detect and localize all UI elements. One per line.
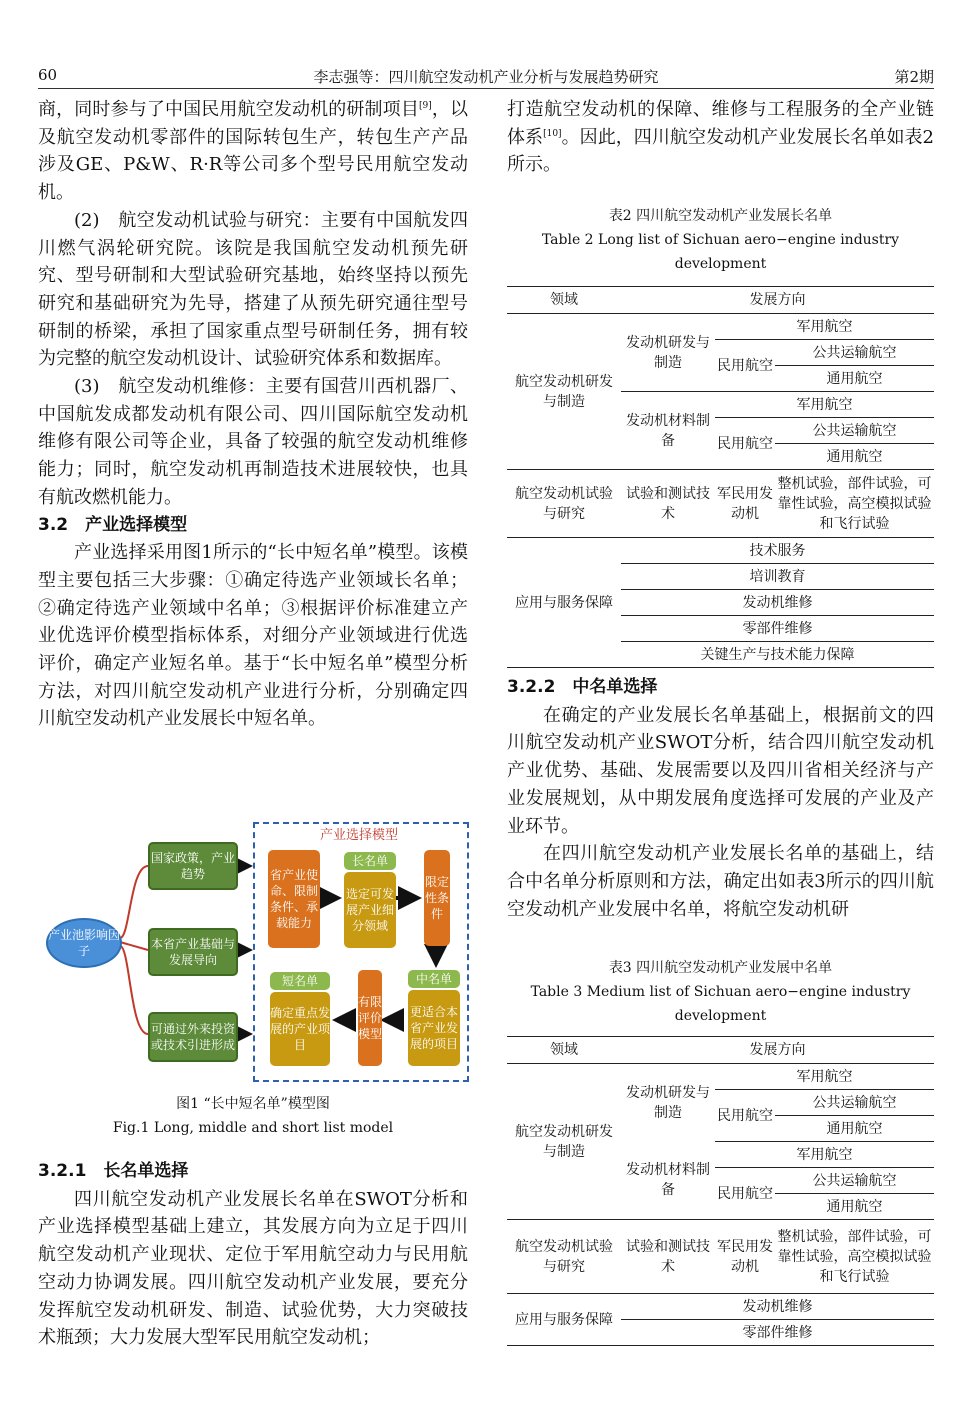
right-column (507, 96, 934, 179)
issue-number: 第2期 (894, 68, 934, 86)
qualifier-box: 限定性条件 (424, 850, 450, 946)
citation[interactable]: [9] (418, 101, 432, 111)
table-caption: 表2 四川航空发动机产业发展长名单 Table 2 Long list of Sichuan aero−engine industry development (541, 208, 900, 272)
running-title: 李志强等：四川航空发动机产业分析与发展趋势研究 (313, 68, 659, 86)
paragraph: 产业选择采用图1所示的“长中短名单”模型。该模型主要包括三大步骤：①确定待选产业领域长名单；②确定待选产业领域中名单；③根据评价标准建立产业优选评价模型指标体系，对细分产业领域进行优选评价，确定产业短名单。基于“长中短名单”模型分析方法，对四川航空发动机产业进行分析，分别确定四川航空发动机产业发展长中短名单。 (38, 542, 468, 730)
right-column-middle (507, 674, 934, 923)
page-number: 60 (38, 66, 58, 84)
citation[interactable]: [10] (543, 128, 562, 139)
section-heading: 3.2.2 中名单选择 (507, 677, 658, 697)
table-2: 表2 四川航空发动机产业发展长名单 Table 2 Long list of Sichuan aero−engine industry development 领域 发展方向 航空发动机研发与制造 发动机研发与制造 军用航空 民用航空 公共运输航空 通用航空 发动机材料制备 军用航空 民用航空 公共运输航空 通用航空 航空发动机试验与研究 试验和测试技术 军民用发动机 整机试验，部件试验，可靠性试验，高空模拟试验和飞行试验 应用与服务保障 技术服务 培训教育 发动机维修 零部件维修 关键生产与技术能力保障 (507, 204, 934, 668)
middle-list-tag: 中名单 (408, 970, 460, 988)
long-list-tag: 长名单 (344, 852, 396, 870)
section-heading: 3.2 产业选择模型 (38, 514, 188, 535)
figure-caption: 图1 “长中短名单”模型图 Fig.1 Long, middle and short list model (112, 1096, 394, 1136)
short-list-tag: 短名单 (270, 972, 330, 990)
header-rule (38, 88, 934, 89)
figure-1 (38, 820, 468, 1082)
figure-title: 产业选择模型 (319, 828, 398, 843)
left-column (38, 96, 468, 733)
paragraph: 打造航空发动机的保障、维修与工程服务的全产业链体系[10]。因此，四川航空发动机产业发展长名单如表2所示。 (507, 99, 934, 176)
middle-list-box: 更适合本省产业发展的项目 (408, 990, 460, 1066)
page-header (38, 62, 934, 88)
paragraph: 在确定的产业发展长名单基础上，根据前文的四川航空发动机产业SWOT分析，结合四川航空发动机产业优势、基础、发展需要以及四川省相关经济与产业发展规划，从中期发展角度选择可发展的产业及产业环节。 (507, 704, 934, 837)
mission-box: 省产业使命、限制条件、承载能力 (268, 850, 320, 948)
input-box: 可通过外来投资或技术引进形成 (148, 1012, 238, 1062)
input-box: 本省产业基础与发展导向 (148, 928, 238, 976)
paragraph: 在四川航空发动机产业发展长名单的基础上，结合中名单分析原则和方法，确定出如表3所示的四川航空发动机产业发展中名单，将航空发动机研 (507, 843, 934, 920)
paragraph: 四川航空发动机产业发展长名单在SWOT分析和产业选择模型基础上建立，其发展方向为立足于四川航空发动机产业现状、定位于军用航空动力与民用航空动力协调发展。四川航空发动机产业发展，要充分发挥航空发动机研发、制造、试验优势，大力突破技术瓶颈；大力发展大型军民用航空发动机； (38, 1188, 468, 1349)
paragraph: (2) 航空发动机试验与研究：主要有中国航发四川燃气涡轮研究院。该院是我国航空发动机预先研究、型号研制和大型试验研究基地，始终坚持以预先研究和基础研究为先导，搭建了从预先研究通往型号研制的桥梁，承担了国家重点型号研制任务，拥有较为完整的航空发动机设计、试验研究体系和数据库。 (38, 209, 468, 370)
evaluation-box: 有限评价模型 (358, 970, 382, 1066)
long-list-box: 选定可发展产业细分领域 (344, 872, 396, 948)
table-caption: 表3 四川航空发动机产业发展中名单 Table 3 Medium list of Sichuan aero−engine industry development (530, 960, 911, 1024)
factor-node: 产业池影响因子 (46, 918, 122, 968)
short-list-box: 确定重点发展的产业项目 (270, 992, 330, 1066)
paragraph: (3) 航空发动机维修：主要有国营川西机器厂、中国航发成都发动机有限公司、四川国际航空发动机维修有限公司等企业，具备了较强的航空发动机维修能力；同时，航空发动机再制造技术进展较快，也具有航改燃机能力。 (38, 376, 468, 508)
section-heading: 3.2.1 长名单选择 (38, 1161, 189, 1181)
paragraph: 商，同时参与了中国民用航空发动机的研制项目[9]，以及航空发动机零部件的国际转包生产，转包生产产品涉及GE、P&W、R·R等公司多个型号民用航空发动机。 (38, 99, 469, 204)
input-box: 国家政策，产业趋势 (148, 842, 238, 890)
table-3: 表3 四川航空发动机产业发展中名单 Table 3 Medium list of Sichuan aero−engine industry development 领域 发展方向 航空发动机研发与制造 发动机研发与制造 军用航空 民用航空 公共运输航空 通用航空 发动机材料制备 军用航空 民用航空 公共运输航空 通用航空 航空发动机试验与研究 试验和测试技术 军民用发动机 整机试验，部件试验，可靠性试验，高空模拟试验和飞行试验 应用与服务保障 发动机维修 零部件维修 (507, 956, 934, 1346)
left-column-bottom (38, 1158, 468, 1352)
